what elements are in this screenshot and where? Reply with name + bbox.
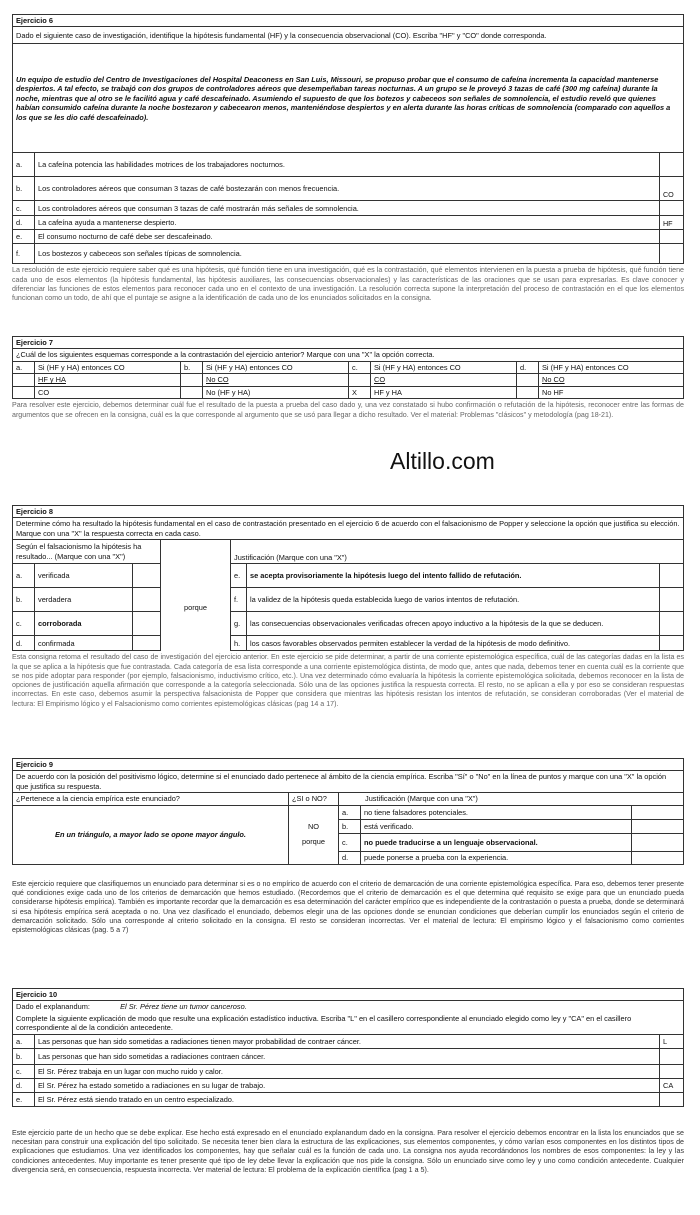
mark-cell[interactable] <box>133 564 161 588</box>
table-row <box>13 612 684 636</box>
exercise-6-title: Ejercicio 6 <box>13 15 684 27</box>
connector-label: porque <box>301 836 325 846</box>
row-letter: c. <box>13 1064 35 1078</box>
option-a-second-premise: HF y HA <box>35 374 181 386</box>
row-letter: b. <box>13 588 35 612</box>
exercise-10 <box>12 988 684 1175</box>
answer-cell[interactable]: HF <box>659 216 683 230</box>
row-letter: f. <box>231 588 247 612</box>
row-letter: b. <box>13 177 35 201</box>
exercise-10-note: Este ejercicio parte de un hecho que se debe explicar. Ese hecho está expresado en el enunciado explanandum dado en la consigna. Para resolver el ejercicio debemos encontrar en la lista los enunciados que se necesitan para construir una explicación del tipo solicitado. Se necesita tener bien clara la estructura de las explicaciones, sus elementos componentes, y cómo varían esos componentes en los distintos tipos de explicaciones que estudiamos. Una vez identificados los componentes, hay que señalar cuál es la función de cada uno. La consigna nos ayuda recordándonos los nombres de esos componentes: la ley y las condiciones antecedentes. Muy importante es tener presente qué tipo de ley debe llevar la explicación que nos pide la consigna. Sólo un enunciado sirve como ley y uno como condición antecedente. Cualquier divergencia será, en consecuencia, respuesta incorrecta. Ver material de lectura: El problema de la explicación científica (pag 1 a 5). <box>12 1128 684 1174</box>
row-statement: La cafeína potencia las habilidades motrices de los trabajadores nocturnos. <box>35 153 660 177</box>
exercise-9-note: Este ejercicio requiere que clasifiquemos un enunciado para determinar si es o no empírico de acuerdo con el criterio de demarcación de una corriente epistemológica específica. Para eso, debemos tener presente qué condiciones exige cada uno de los criterios de demarcación que hemos estudiado. (Recordemos que el criterio de demarcación es el que determina qué requisito se exige para que un enunciado pueda considerarse hipótesis empírica). También es importante recordar que la demarcación es esa determinación del carácter empírico que es independiente de la contrastación o puesta a prueba, donde se determinará si esa hipótesis empírica será aceptada o no. Una vez clasificado el enunciado, debemos elegir una de las opciones donde se enuncian condiciones que deberían cumplir los enunciados según el criterio de demarcación solicitado. Sólo una corresponde al criterio solicitado en la consigna. El resto se consideran incorrectas. Ver el material de lectura: El empirismo lógico y el falsacionismo como corrientes epistemológicas clásicas (pag. 5 a 7) <box>12 879 684 934</box>
justification-option: la validez de la hipótesis queda establecida luego de varios intentos de refutación. <box>247 588 660 612</box>
row-statement: El Sr. Pérez ha estado sometido a radiaciones en su lugar de trabajo. <box>35 1078 660 1092</box>
mark-cell[interactable] <box>659 612 683 636</box>
row-letter: g. <box>231 612 247 636</box>
question-header: ¿Pertenece a la ciencia empírica este enunciado? <box>13 793 289 805</box>
option-c-premise: Si (HF y HA) entonces CO <box>371 361 517 373</box>
option-a-premise: Si (HF y HA) entonces CO <box>35 361 181 373</box>
exercise-6-case-text: Un equipo de estudio del Centro de Investigaciones del Hospital Deaconess en San Luis, Missouri, se propuso probar que el consumo de cafeína incrementa la capacidad mantenerse despiertos. A tal efecto, se trabajó con dos grupos de controladores aéreos que desempeñaban tareas nocturnas. A un grupo se le proveyó 3 tazas de café (300 mg cafeína) durante la noche, mientras que al otro se le facilitó agua y café descafeinado. Asumiendo el supuesto de que los botezos y cabeceos son señales de somnolencia, el estudio reveló que quienes habían consumido cafeína durante la noche bostezaron y cabecearon menos, manteniéndose despiertos y en alerta durante las horas críticas de somnolencia (comparado con aquellos a los que se les dio café descafeinado). <box>13 44 684 153</box>
row-statement: Los controladores aéreos que consuman 3 tazas de café mostrarán más señales de somnolencia. <box>35 201 660 216</box>
exercise-10-title: Ejercicio 10 <box>13 989 684 1001</box>
justification-option: puede ponerse a prueba con la experiencia. <box>361 851 632 864</box>
row-letter: a. <box>13 1034 35 1048</box>
mark-cell[interactable] <box>659 636 683 651</box>
answer-cell[interactable] <box>660 1092 684 1106</box>
mark-cell[interactable] <box>133 612 161 636</box>
answer-cell[interactable] <box>659 230 683 244</box>
exercise-9 <box>12 758 684 935</box>
row-statement: El Sr. Pérez trabaja en un lugar con mucho ruido y calor. <box>35 1064 660 1078</box>
exercise-7 <box>12 336 684 420</box>
result-option: verificada <box>35 564 133 588</box>
table-row <box>13 636 684 651</box>
table-row <box>13 216 684 230</box>
option-d-premise: Si (HF y HA) entonces CO <box>539 361 684 373</box>
row-letter: d. <box>13 216 35 230</box>
option-c-conclusion: HF y HA <box>371 386 517 398</box>
row-letter: e. <box>231 564 247 588</box>
option-d-mark[interactable] <box>517 386 539 398</box>
row-letter: h. <box>231 636 247 651</box>
option-letter-c: c. <box>349 361 371 373</box>
row-letter: b. <box>13 1048 35 1064</box>
option-letter-d: d. <box>517 361 539 373</box>
exercise-8-note: Esta consigna retoma el resultado del caso de investigación del ejercicio anterior. En este ejercicio se pide determinar, a partir de una corriente epistemológica específica, cuál de las categorías dadas en la lista es la que se aplica a la hipótesis que fue contrastada. Cada categoría de esa lista corresponde a una corriente epistemológica distinta, de modo que, antes que nada, debemos tener en cuenta cuál es la corriente que se nos pide adoptar para responder (por ejemplo, falsacionismo, inductivismo crítico, etc.). Una vez determinado cómo evaluaría la hipótesis la corriente epistemológica solicitada, debemos reconocer en la lista de opciones de justificación aquella afirmación que corresponde a la categoría seleccionada. Sólo una de las opciones justifica la respuesta correcta. El resto, no se aplican a ella y por eso se consideran respuestas incorrectas. En este caso, debemos asumir la perspectiva falsacionista de Popper que considera que mientras las hipótesis resistan los intentos de refutación, se consideran corroboradas (Ver el material de lectura: El Empirismo lógico y el Falsacionismo como corrientes epistemológicas clásicas (pag 14 a 17). <box>12 653 684 708</box>
row-letter: d. <box>339 851 361 864</box>
row-letter: a. <box>13 153 35 177</box>
option-b-second-premise: No CO <box>203 374 349 386</box>
table-row <box>13 1064 684 1078</box>
answer-cell[interactable]: CO <box>659 177 683 201</box>
option-letter-b: b. <box>181 361 203 373</box>
justification-option: los casos favorables observados permiten establecer la verdad de la hipótesis de modo definitivo. <box>247 636 660 651</box>
option-b-conclusion: No (HF y HA) <box>203 386 349 398</box>
row-statement: Los controladores aéreos que consuman 3 tazas de café bostezarán con menos frecuencia. <box>35 177 660 201</box>
answer-value: NO <box>307 822 320 832</box>
table-row <box>13 244 684 264</box>
justification-option: no puede traducirse a un lenguaje observacional. <box>361 833 632 851</box>
exercise-6-note: La resolución de este ejercicio requiere saber qué es una hipótesis, qué función tiene en una investigación, qué es la contrastación, qué elementos intervienen en la puesta a prueba de hipótesis, qué función tiene cada uno de esos elementos (la hipótesis fundamental, las hipótesis auxiliares, las consecuencias observacionales) y las características de las oraciones que se usan para expresarlas. Es clave conocer y diferenciar las funciones de estos elementos para reconocer cada uno en el contexto de una investigación. La resolución correcta supone la interpretación del proceso de contrastación en el que los elementos funcionan como un todo, de ahí que el puntaje se asigne a la identificación de cada uno de los enunciados solicitados en la consigna. <box>12 266 684 303</box>
mark-cell[interactable] <box>632 819 684 833</box>
table-row <box>13 1078 684 1092</box>
row-letter: f. <box>13 244 35 264</box>
answer-cell[interactable]: CA <box>660 1078 684 1092</box>
row-statement: Las personas que han sido sometidas a radiaciones contraen cáncer. <box>35 1048 660 1064</box>
result-option: corroborada <box>35 612 133 636</box>
mark-cell[interactable] <box>659 588 683 612</box>
exercise-7-instruction: ¿Cuál de los siguientes esquemas corresponde a la contrastación del ejercicio anterior? Marque con una "X" la opción correcta. <box>13 349 684 361</box>
row-letter: d. <box>13 1078 35 1092</box>
row-statement: El Sr. Pérez está siendo tratado en un centro especializado. <box>35 1092 660 1106</box>
exercise-9-title: Ejercicio 9 <box>13 759 684 771</box>
justification-option: no tiene falsadores potenciales. <box>361 805 632 819</box>
exercise-8 <box>12 505 684 709</box>
option-c-mark[interactable]: X <box>349 386 371 398</box>
table-row <box>13 588 684 612</box>
table-row <box>13 201 684 216</box>
mark-cell[interactable] <box>632 805 684 819</box>
table-row <box>13 1034 684 1048</box>
option-b-premise: Si (HF y HA) entonces CO <box>203 361 349 373</box>
mark-cell[interactable] <box>632 833 684 851</box>
row-letter: e. <box>13 1092 35 1106</box>
row-letter: b. <box>339 819 361 833</box>
option-c-second-premise: CO <box>371 374 517 386</box>
table-row <box>13 1048 684 1064</box>
statement-cell: En un triángulo, a mayor lado se opone mayor ángulo. <box>13 805 289 864</box>
row-letter: a. <box>339 805 361 819</box>
exercise-10-instruction: Complete la siguiente explicación de modo que resulte una explicación estadístico inductiva. Escriba "L" en el casillero correspondiente al enunciado elegido como ley y "CA" en el casillero correspondiente al de la condición antecedente. <box>13 1013 684 1034</box>
table-row <box>13 805 684 819</box>
row-statement: La cafeína ayuda a mantenerse despierto. <box>35 216 660 230</box>
justification-header: Justificación (Marque con una "X") <box>339 793 684 805</box>
table-row <box>13 177 684 201</box>
table-row <box>13 230 684 244</box>
exercise-7-note: Para resolver este ejercicio, debemos determinar cuál fue el resultado de la puesta a prueba del caso dado y, una vez constatado si hubo confirmación o refutación de la hipótesis, reconocer entre las formas de argumentos que se ofrecen en la consigna, cuál es la que corresponde al argumento que se usó para llegar a dicho resultado. Ver el material: Problemas "clásicos" y metodología (pag 18-21). <box>12 401 684 419</box>
table-row <box>13 153 684 177</box>
answer-cell[interactable] <box>659 201 683 216</box>
row-letter: c. <box>13 612 35 636</box>
connector-label: porque <box>161 564 231 651</box>
yes-no-header: ¿SI o NO? <box>289 793 339 805</box>
result-option: confirmada <box>35 636 133 651</box>
option-b-mark[interactable] <box>181 386 203 398</box>
justification-option: las consecuencias observacionales verificadas ofrecen apoyo inductivo a la hipótesis de la que se deducen. <box>247 612 660 636</box>
mark-cell[interactable] <box>632 851 684 864</box>
table-row <box>13 1092 684 1106</box>
row-letter: a. <box>13 564 35 588</box>
explanandum-label: Dado el explanandum: <box>16 1002 90 1012</box>
table-row <box>13 564 684 588</box>
row-statement: Los bostezos y cabeceos son señales típicas de somnolencia. <box>35 244 660 264</box>
option-a-mark[interactable] <box>13 386 35 398</box>
exercise-6-instruction: Dado el siguiente caso de investigación, identifique la hipótesis fundamental (HF) y la consecuencia observacional (CO). Escriba "HF" y "CO" donde corresponda. <box>13 27 684 44</box>
answer-cell[interactable] <box>660 1048 684 1064</box>
row-letter: e. <box>13 230 35 244</box>
row-statement: Las personas que han sido sometidas a radiaciones tienen mayor probabilidad de contraer cáncer. <box>35 1034 660 1048</box>
watermark-text: Altillo.com <box>390 448 495 474</box>
row-letter: d. <box>13 636 35 651</box>
justification-option: está verificado. <box>361 819 632 833</box>
row-letter: c. <box>339 833 361 851</box>
exercise-8-instruction: Determine cómo ha resultado la hipótesis fundamental en el caso de contrastación presentado en el ejercicio 6 de acuerdo con el falsacionismo de Popper y seleccione la opción que justifica su elección. Marque con una "X" la respuesta correcta en cada caso. <box>13 518 684 540</box>
answer-cell[interactable] <box>660 1064 684 1078</box>
exercise-8-header-left: Según el falsacionismo la hipótesis ha resultado... (Marque con una "X") <box>13 540 161 564</box>
row-letter: c. <box>13 201 35 216</box>
result-option: verdadera <box>35 588 133 612</box>
mark-cell[interactable] <box>133 588 161 612</box>
option-d-conclusion: No HF <box>539 386 684 398</box>
exercise-9-instruction: De acuerdo con la posición del positivismo lógico, determine si el enunciado dado pertenece al ámbito de la ciencia empírica. Escriba "Sí" o "No" en la línea de puntos y marque con una "X" la opción que justifica su respuesta. <box>13 771 684 793</box>
mark-cell[interactable] <box>133 636 161 651</box>
exercise-8-header-right: Justificación (Marque con una "X") <box>231 540 684 564</box>
justification-option: se acepta provisoriamente la hipótesis luego del intento fallido de refutación. <box>247 564 660 588</box>
answer-cell[interactable] <box>659 153 683 177</box>
option-letter-a: a. <box>13 361 35 373</box>
exercise-7-title: Ejercicio 7 <box>13 337 684 349</box>
answer-cell[interactable]: L <box>660 1034 684 1048</box>
answer-cell[interactable] <box>659 244 683 264</box>
row-statement: El consumo nocturno de café debe ser descafeinado. <box>35 230 660 244</box>
explanandum-text: El Sr. Pérez tiene un tumor canceroso. <box>120 1002 247 1012</box>
exercise-6 <box>12 14 684 303</box>
option-a-conclusion: CO <box>35 386 181 398</box>
exercise-8-title: Ejercicio 8 <box>13 506 684 518</box>
option-d-second-premise: No CO <box>539 374 684 386</box>
mark-cell[interactable] <box>659 564 683 588</box>
answer-cell[interactable] <box>289 805 339 864</box>
